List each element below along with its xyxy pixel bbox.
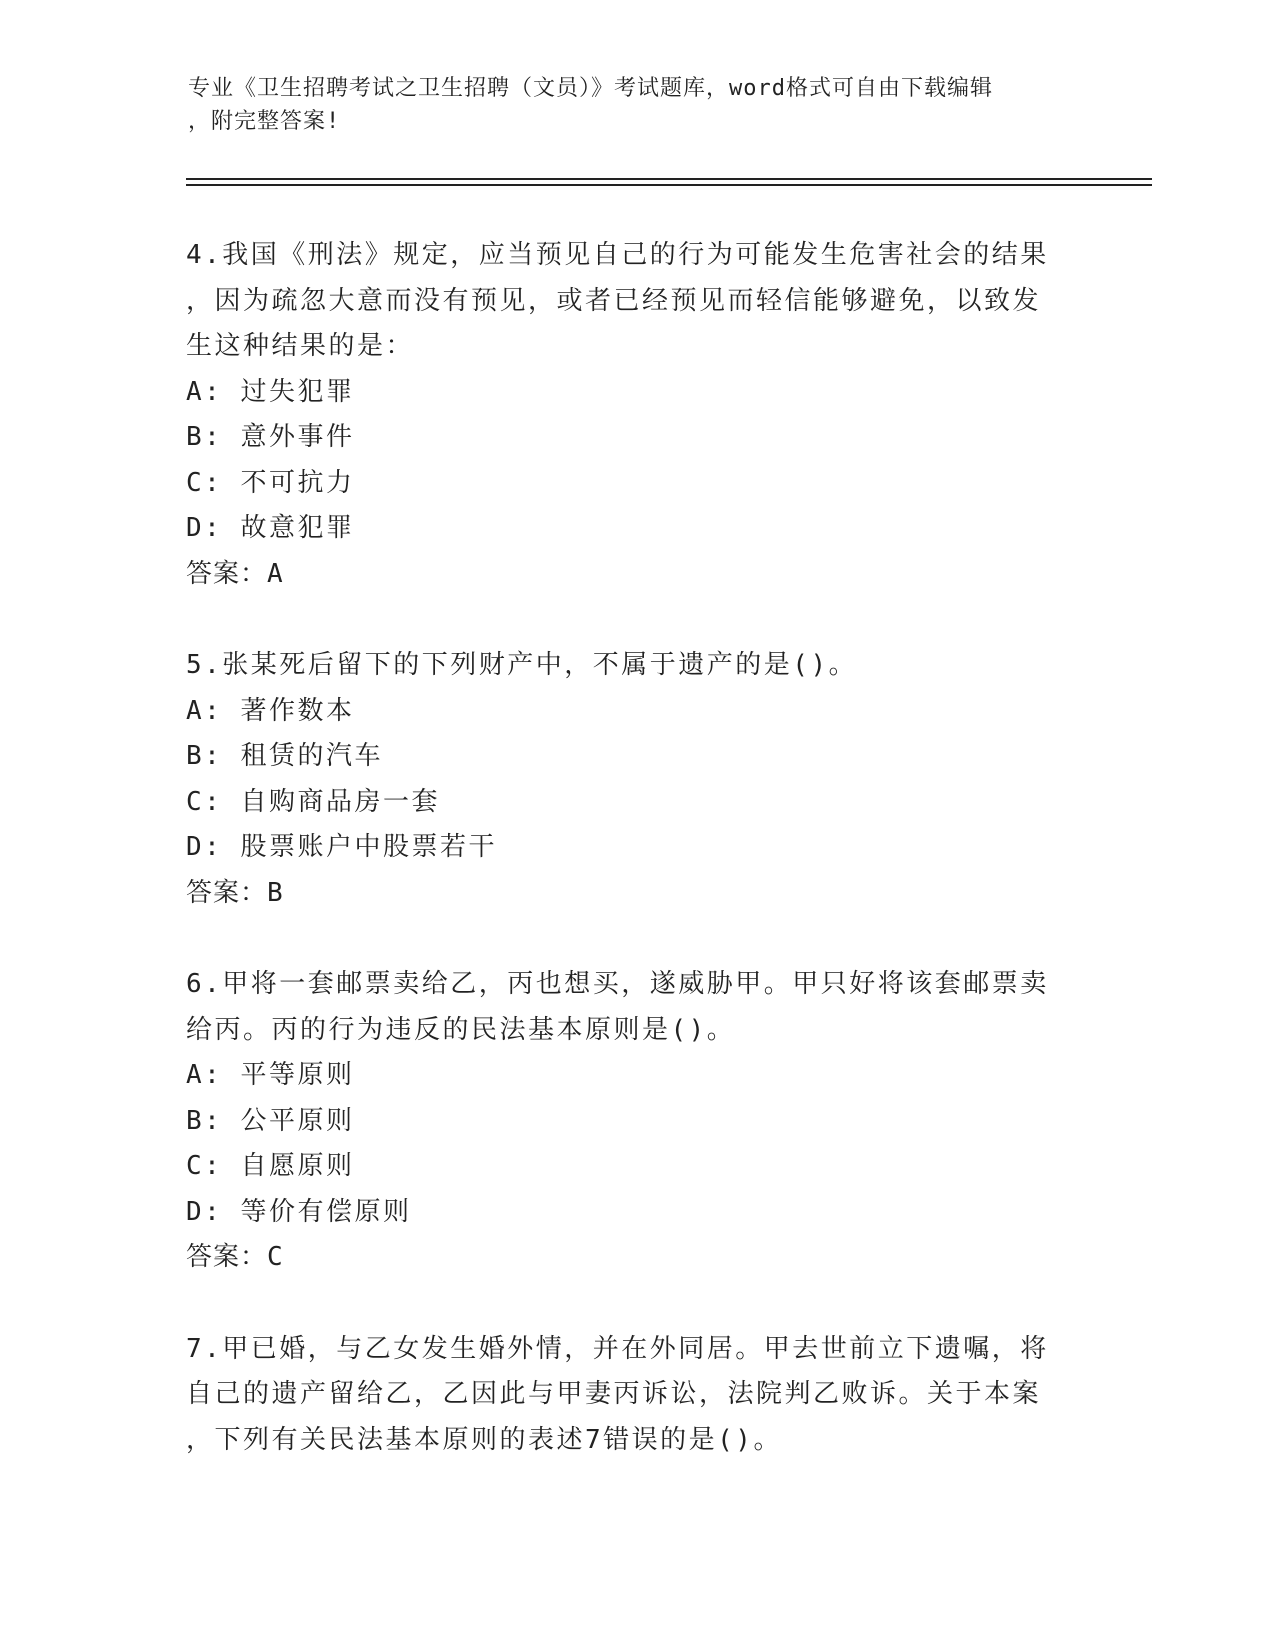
answer-line: [186, 1235, 1086, 1281]
option-a: A: 著作数本: [186, 695, 355, 726]
document-header: [188, 72, 1068, 138]
question-text-line: ，下列有关民法基本原则的表述7错误的是()。: [186, 1424, 782, 1455]
option-c: C: 自愿原则: [186, 1151, 355, 1181]
question-4: [186, 233, 1086, 597]
option-d: D: 等价有偿原则: [186, 1196, 412, 1227]
question-text-line: 7.甲已婚，与乙女发生婚外情，并在外同居。甲去世前立下遗嘱，将: [186, 1333, 1049, 1364]
answer-label: 答案：: [186, 1242, 268, 1272]
question-text-line: 6.甲将一套邮票卖给乙，丙也想买，遂威胁甲。甲只好将该套邮票卖: [186, 969, 1049, 999]
answer-label: 答案：: [186, 877, 268, 908]
question-6: [186, 962, 1086, 1281]
question-text-line: 给丙。丙的行为违反的民法基本原则是()。: [186, 1014, 736, 1045]
question-list: [186, 233, 1086, 1509]
answer-value: A: [267, 558, 284, 589]
question-text-line: 5.张某死后留下的下列财产中，不属于遗产的是()。: [186, 650, 858, 680]
question-text-line: ，因为疏忽大意而没有预见，或者已经预见而轻信能够避免，以致发: [186, 285, 1042, 316]
header-divider-bottom: [186, 184, 1152, 186]
header-divider-top: [186, 178, 1152, 180]
option-d: D: 股票账户中股票若干: [186, 832, 497, 862]
option-b: B: 公平原则: [186, 1105, 355, 1136]
option-d: D: 故意犯罪: [186, 513, 355, 543]
question-text-line: 自己的遗产留给乙，乙因此与甲妻丙诉讼，法院判乙败诉。关于本案: [186, 1379, 1042, 1409]
header-line-2: ，附完整答案!: [188, 109, 341, 134]
option-a: A: 平等原则: [186, 1060, 355, 1090]
question-text-line: 生这种结果的是：: [186, 331, 415, 361]
option-b: B: 租赁的汽车: [186, 741, 383, 771]
answer-value: B: [267, 877, 284, 908]
option-c: C: 自购商品房一套: [186, 786, 440, 817]
option-b: B: 意外事件: [186, 422, 355, 452]
question-5: [186, 643, 1086, 916]
answer-line: [186, 871, 1086, 917]
header-line-1: 专业《卫生招聘考试之卫生招聘（文员）》考试题库，word格式可自由下载编辑: [188, 76, 993, 101]
option-a: A: 过失犯罪: [186, 376, 355, 407]
option-c: C: 不可抗力: [186, 467, 355, 498]
answer-value: C: [267, 1242, 284, 1272]
question-text-line: 4.我国《刑法》规定，应当预见自己的行为可能发生危害社会的结果: [186, 240, 1049, 270]
answer-label: 答案：: [186, 558, 268, 589]
answer-line: [186, 552, 1086, 598]
question-7: [186, 1327, 1086, 1464]
